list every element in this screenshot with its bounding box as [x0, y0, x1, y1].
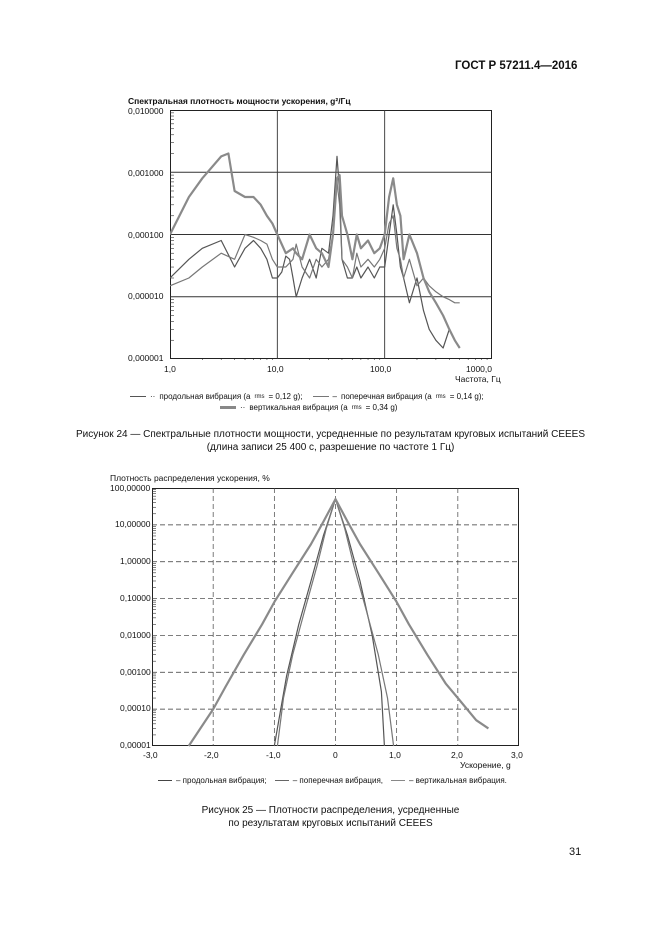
fig24-xtick-0: 1,0 — [164, 364, 176, 374]
legend-swatch-longitudinal — [130, 396, 146, 397]
fig24-ytick-0: 0,010000 — [128, 106, 164, 116]
fig24-xtick-2: 100,0 — [370, 364, 392, 374]
page-number: 31 — [569, 846, 582, 858]
legend-dash-2: – — [332, 392, 337, 401]
fig24-xtick-1: 10,0 — [267, 364, 284, 374]
fig25-grid — [152, 488, 519, 746]
fig25-ylabel: Плотность распределения ускорения, % — [110, 473, 270, 483]
fig25-ytick-2: 1,00000 — [120, 556, 151, 566]
fig25-ytick-1: 10,00000 — [115, 519, 151, 529]
fig25-xtick-6: 3,0 — [511, 750, 523, 760]
fig24-ytick-2: 0,000100 — [128, 230, 164, 240]
fig24-ytick-3: 0,000010 — [128, 291, 164, 301]
fig24-legend-item2-tail: = 0,14 g); — [449, 392, 484, 401]
fig24-ylabel — [128, 96, 351, 106]
legend-dash: ·· — [150, 392, 156, 401]
fig24-xlabel: Частота, Гц — [455, 374, 501, 384]
fig25-xlabel: Ускорение, g — [460, 760, 511, 770]
fig25-caption-line1: Рисунок 25 — Плотности распределения, усредненные — [201, 805, 460, 816]
legend-swatch-transverse — [313, 396, 329, 397]
fig25-plot — [152, 488, 519, 747]
fig25-xtick-3: 0 — [333, 750, 338, 760]
fig24-caption-line2: (длина записи 25 400 с, разрешение по частоте 1 Гц) — [206, 442, 455, 453]
fig24-ytick-4: 0,000001 — [128, 353, 164, 363]
fig24-legend-item3-sub: rms — [351, 404, 362, 411]
fig25-ytick-5: 0,00100 — [120, 667, 151, 677]
fig24-legend-item2: поперечная вибрация (a — [340, 392, 432, 401]
fig24-series-group — [170, 154, 460, 349]
fig25-xtick-2: -1,0 — [266, 750, 281, 760]
fig25-ytick-0: 100,00000 — [110, 483, 151, 493]
fig24-legend-item1-sub: rms — [254, 393, 265, 400]
fig24-legend — [130, 392, 510, 412]
fig24-ylabel-text: Спектральная плотность мощности ускорения, g²/Гц — [128, 96, 351, 106]
fig25-legend-item1: – продольная вибрация; — [176, 776, 267, 785]
standard-header: ГОСТ Р 57211.4—2016 — [455, 60, 578, 72]
fig24-series-transverse — [170, 182, 460, 303]
fig25-legend-swatch-3 — [391, 780, 405, 781]
fig24-legend-item2-sub: rms — [435, 393, 446, 400]
fig25-ytick-3: 0,10000 — [120, 593, 151, 603]
fig25-ytick-4: 0,01000 — [120, 630, 151, 640]
fig25-ytick-7: 0,00001 — [120, 740, 151, 750]
fig25-ytick-6: 0,00010 — [120, 703, 151, 713]
legend-swatch-vertical — [220, 406, 236, 409]
fig25-xtick-5: 2,0 — [451, 750, 463, 760]
fig25-legend — [158, 776, 507, 785]
fig24-series-vertical — [170, 154, 460, 349]
fig25-xtick-1: -2,0 — [204, 750, 219, 760]
fig25-xtick-0: -3,0 — [143, 750, 158, 760]
fig24-legend-item3: вертикальная вибрация (a — [249, 403, 348, 412]
fig24-caption-line1: Рисунок 24 — Спектральные плотности мощности, усредненные по результатам круговых испытаний CEEES — [75, 429, 586, 440]
fig25-legend-item2: – поперечная вибрация, — [292, 776, 383, 785]
fig24-plot — [170, 110, 492, 360]
fig24-ytick-1: 0,001000 — [128, 168, 164, 178]
fig25-caption-line2: по результатам круговых испытаний CEEES — [228, 818, 433, 829]
fig24-legend-item1: продольная вибрация (a — [159, 392, 251, 401]
fig24-legend-item3-tail: = 0,34 g) — [365, 403, 398, 412]
fig24-xtick-3: 1000,0 — [466, 364, 492, 374]
fig25-legend-item3: – вертикальная вибрация. — [409, 776, 507, 785]
fig25-legend-swatch-1 — [158, 780, 172, 781]
fig24-legend-item1-tail: = 0,12 g); — [268, 392, 303, 401]
fig25-xtick-4: 1,0 — [389, 750, 401, 760]
legend-dash-3: ·· — [240, 403, 246, 412]
fig25-legend-swatch-2 — [275, 780, 289, 781]
